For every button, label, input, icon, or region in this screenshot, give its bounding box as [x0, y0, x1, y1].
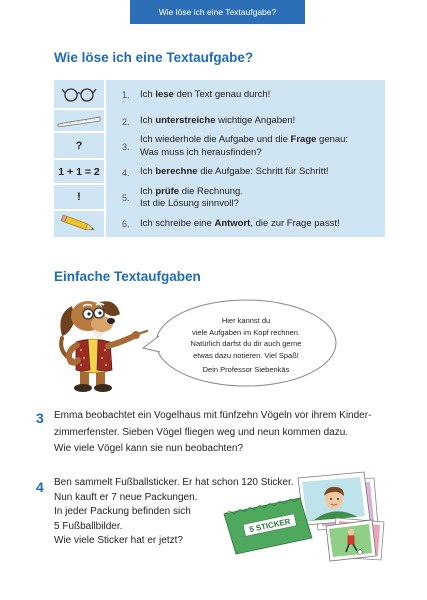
step-icon-cell — [54, 110, 106, 133]
speech-bubble-text — [156, 315, 336, 376]
step-row — [54, 211, 385, 237]
step-text — [140, 166, 329, 179]
step-icon-cell — [54, 185, 106, 211]
equation-symbol: 1 + 1 = 2 — [58, 165, 100, 178]
exercise-number: 3 — [36, 410, 44, 426]
sticker-card-boy — [298, 472, 370, 525]
step-text-line — [140, 134, 348, 147]
step-text-end: wichtige Angaben! — [215, 115, 296, 127]
step-text-start: Ich wiederhole die Aufgabe und die — [140, 134, 291, 145]
step-number: 3. — [122, 141, 130, 152]
step-row — [54, 185, 385, 211]
step-text-line-2: Ist die Lösung sinnvoll? — [140, 198, 239, 209]
step-keyword: prüfe — [155, 185, 180, 197]
exercise-line: In jeder Packung befinden sich — [54, 506, 191, 517]
step-row — [54, 133, 385, 160]
speech-bubble-line: Hier kannst du — [221, 316, 271, 325]
step-row — [54, 80, 385, 110]
step-text-line — [140, 186, 243, 199]
step-keyword: unterstreiche — [155, 115, 216, 127]
exercise-text — [54, 408, 371, 458]
exercise-line: Nun kauft er 7 neue Packungen. — [54, 491, 198, 503]
question-mark-symbol: ? — [75, 139, 83, 152]
step-keyword: Antwort — [214, 217, 251, 229]
step-text-start: Ich — [140, 166, 156, 178]
sticker-card-footballer — [326, 520, 376, 561]
sticker-pack — [224, 498, 312, 554]
step-text — [140, 115, 295, 128]
ruler-icon — [57, 115, 101, 127]
step-text-end: die Rechnung. — [179, 185, 243, 197]
step-text-start: Ich — [140, 185, 156, 197]
football-stickers-icon — [218, 468, 388, 564]
step-icon-cell — [54, 80, 106, 110]
step-text — [140, 186, 243, 211]
exercise-line: Ben sammelt Fußballsticker. Er hat schon 120 Sticker. — [54, 477, 294, 488]
step-text — [140, 134, 348, 159]
sticker-pack-label: 5 STICKER — [248, 516, 292, 535]
step-text-start: Ich schreibe eine — [140, 217, 215, 229]
exercise-line: Emma beobachtet ein Vogelhaus mit fünfzehn Vögeln vor ihrem Kinder- — [54, 410, 372, 421]
step-keyword: Frage — [290, 134, 317, 145]
section-title: Einfache Textaufgaben — [54, 269, 201, 284]
glasses-icon — [61, 86, 97, 102]
exercise-line: zimmerfenster. Sieben Vögel fliegen weg und neun kommen dazu. — [54, 426, 349, 438]
steps-table — [54, 80, 385, 237]
exclamation-mark-symbol: ! — [77, 191, 81, 203]
step-number: 6. — [122, 219, 130, 229]
step-text-end: genau: — [316, 134, 349, 145]
speech-bubble-signature: Dein Professor Siebenkäs — [202, 365, 290, 374]
step-text — [140, 218, 340, 231]
step-number: 5. — [122, 193, 130, 203]
speech-bubble-line: etwas dazu notieren. Viel Spaß! — [193, 350, 299, 360]
step-icon-cell — [54, 133, 106, 160]
header-tab — [130, 0, 305, 24]
exercise-line: 5 Fußballbilder. — [54, 520, 123, 532]
step-number: 1. — [122, 90, 130, 100]
exercise-number: 4 — [36, 479, 44, 495]
step-text-start: Ich — [140, 88, 156, 100]
step-keyword: berechne — [155, 166, 198, 178]
header-tab-label: Wie löse ich eine Textaufgabe? — [158, 7, 277, 17]
step-row — [54, 160, 385, 185]
step-text-end: den Text genau durch! — [173, 88, 271, 100]
step-text-end: die Aufgabe: Schritt für Schritt! — [197, 166, 329, 178]
step-text-end: , die zur Frage passt! — [250, 217, 340, 229]
step-icon-cell — [54, 211, 106, 237]
step-text — [140, 89, 270, 102]
professor-dog-icon — [50, 290, 150, 395]
step-text-line-2: Was muss ich herausfinden? — [140, 146, 262, 158]
exercise-line: Wie viele Sticker hat er jetzt? — [54, 535, 183, 546]
pencil-icon — [59, 215, 99, 233]
step-icon-cell — [54, 160, 106, 185]
step-text-start: Ich — [140, 115, 156, 127]
speech-bubble-line: viele Aufgaben im Kopf rechnen. — [192, 327, 300, 337]
dog-head — [60, 301, 120, 338]
step-number: 2. — [122, 116, 130, 127]
speech-bubble-line: Natürlich darfst du dir auch gerne — [190, 339, 302, 348]
step-keyword: lese — [155, 88, 174, 100]
exercise-line: Wie viele Vögel kann sie nun beobachten? — [54, 443, 244, 454]
step-row — [54, 110, 385, 133]
step-number: 4. — [122, 167, 130, 178]
page-title: Wie löse ich eine Textaufgabe? — [54, 50, 254, 65]
